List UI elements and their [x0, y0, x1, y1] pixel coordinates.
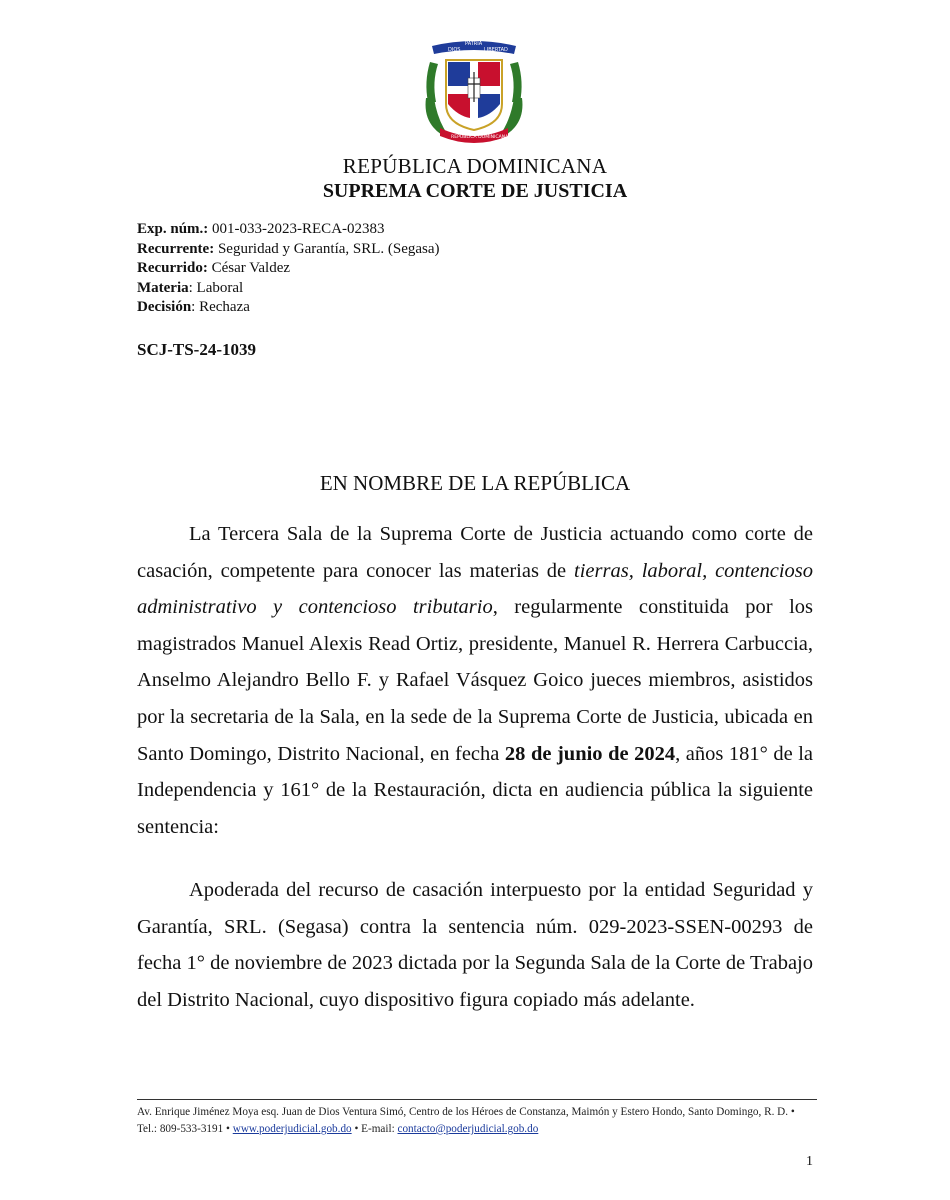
footer: Av. Enrique Jiménez Moya esq. Juan de Dios Ventura Simó, Centro de los Héroes de Constanza, Maimón y Estero Hondo, Santo Domingo, R. D. • Tel.: 809-533-3191 • www.poderjudicial.gob.do • E-mail: contacto@poderjudicial.gob.do: [137, 1106, 795, 1135]
case-info: [137, 220, 440, 318]
paragraph-appeal: Apoderada del recurso de casación interpuesto por la entidad Seguridad y Garantía, SRL. (Segasa) contra la sentencia núm. 029-2023-SSEN-00293 de fecha 1° de noviembre de 2023 dictada por la Segunda Sala de la Corte de Trabajo del Distrito Nacional, cuyo dispositivo figura copiado más adelante.: [137, 879, 813, 1011]
svg-text:LIBERTAD: LIBERTAD: [484, 47, 508, 53]
case-info-row: Recurrente: Seguridad y Garantía, SRL. (Segasa): [137, 240, 440, 257]
email-link[interactable]: contacto@poderjudicial.gob.do: [397, 1123, 539, 1135]
footer-divider: [137, 1099, 817, 1100]
svg-text:DIOS: DIOS: [448, 47, 461, 53]
case-info-row: Recurrido: César Valdez: [137, 260, 291, 276]
case-info-row: Exp. núm.: 001-033-2023-RECA-02383: [137, 221, 385, 237]
coat-of-arms-icon: [418, 32, 530, 148]
paragraph-intro: La Tercera Sala de la Suprema Corte de Justicia actuando como corte de casación, competente para conocer las materias de tierras, laboral, contencioso administrativo y contencioso tributario, regularmente constituida por los magistrados Manuel Alexis Read Ortiz, presidente, Manuel R. Herrera Carbuccia, Anselmo Alejandro Bello F. y Rafael Vásquez Goico jueces miembros, asistidos por la secretaria de la Sala, en la sede de la Suprema Corte de Justicia, ubicada en Santo Domingo, Distrito Nacional, en fecha 28 de junio de 2024, años 181° de la Independencia y 161° de la Restauración, dicta en audiencia pública la siguiente sentencia:: [137, 523, 814, 838]
svg-text:PATRIA: PATRIA: [465, 41, 483, 47]
court-heading: SUPREMA CORTE DE JUSTICIA: [322, 180, 628, 202]
case-info-row: Decisión: Rechaza: [137, 299, 250, 315]
website-link[interactable]: www.poderjudicial.gob.do: [232, 1123, 352, 1135]
case-info-row: Materia: Laboral: [137, 279, 244, 296]
document-title: EN NOMBRE DE LA REPÚBLICA: [319, 471, 631, 495]
sentence-code: SCJ-TS-24-1039: [137, 340, 257, 359]
page-number: 1: [806, 1154, 813, 1169]
country-heading: REPÚBLICA DOMINICANA: [342, 154, 608, 178]
svg-text:REPÚBLICA DOMINICANA: REPÚBLICA DOMINICANA: [451, 135, 509, 140]
